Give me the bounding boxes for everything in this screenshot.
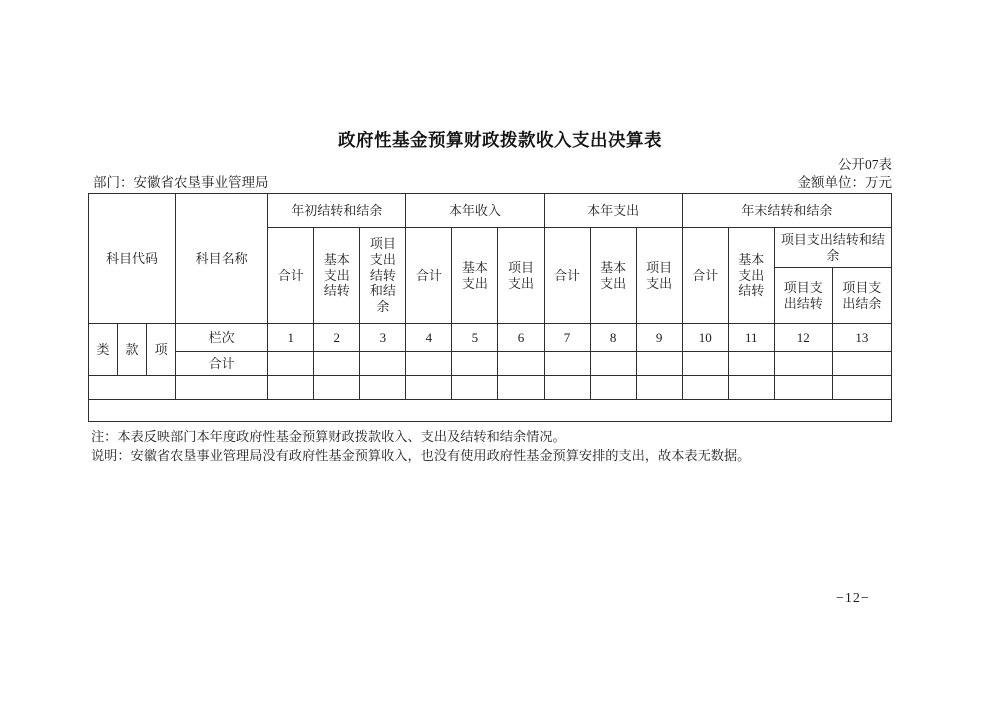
col-header-income-project: 项目支出 (498, 228, 544, 324)
col-header-expenditure-basic: 基本支出 (590, 228, 636, 324)
full-width-empty-cell (89, 400, 892, 422)
empty-data-cell (832, 376, 891, 400)
data-cell (406, 352, 452, 376)
department-label: 部门：安徽省农垦事业管理局 (93, 175, 269, 190)
table-remark: 说明：安徽省农垦事业管理局没有政府性基金预算收入，也没有使用政府性基金预算安排的支出，故本表无数据。 (91, 448, 751, 463)
page-number: −12− (836, 591, 870, 606)
empty-data-cell (268, 376, 314, 400)
col-header-yearend-total: 合计 (682, 228, 728, 324)
empty-name-cell (176, 376, 268, 400)
budget-table (88, 193, 892, 422)
group-header-opening-balance: 年初结转和结余 (268, 194, 406, 228)
col-header-expenditure-project: 项目支出 (636, 228, 682, 324)
empty-data-cell (774, 376, 832, 400)
column-number-cell: 13 (832, 324, 891, 352)
code-col-class: 类 (89, 324, 118, 376)
col-header-yearend-project-carryforward: 项目支出结转 (774, 268, 832, 324)
data-cell (774, 352, 832, 376)
code-col-section: 款 (118, 324, 147, 376)
header-group-row (89, 194, 892, 228)
empty-data-cell (452, 376, 498, 400)
column-number-cell: 10 (682, 324, 728, 352)
empty-data-cell (682, 376, 728, 400)
empty-data-cell (498, 376, 544, 400)
empty-data-cell (590, 376, 636, 400)
header-subject-name: 科目名称 (176, 194, 268, 324)
footer-spacer-row (89, 400, 892, 422)
data-cell (832, 352, 891, 376)
column-number-cell: 1 (268, 324, 314, 352)
column-number-cell: 5 (452, 324, 498, 352)
header-subject-code: 科目代码 (89, 194, 176, 324)
table-note: 注：本表反映部门本年度政府性基金预算财政拨款收入、支出及结转和结余情况。 (91, 429, 566, 444)
data-cell (636, 352, 682, 376)
group-header-current-income: 本年收入 (406, 194, 544, 228)
data-cell (360, 352, 406, 376)
data-cell (682, 352, 728, 376)
column-number-cell: 2 (314, 324, 360, 352)
data-cell (314, 352, 360, 376)
data-cell (728, 352, 774, 376)
data-cell (452, 352, 498, 376)
empty-data-cell (636, 376, 682, 400)
col-header-opening-project-carryover: 项目支出结转和结余 (360, 228, 406, 324)
column-number-cell: 8 (590, 324, 636, 352)
col-header-income-total: 合计 (406, 228, 452, 324)
col-header-yearend-project-surplus: 项目支出结余 (832, 268, 891, 324)
column-number-row (89, 324, 892, 352)
column-number-cell: 9 (636, 324, 682, 352)
col-header-yearend-basic-carryover: 基本支出结转 (728, 228, 774, 324)
empty-data-row (89, 376, 892, 400)
column-number-cell: 11 (728, 324, 774, 352)
data-cell (498, 352, 544, 376)
col-header-income-basic: 基本支出 (452, 228, 498, 324)
empty-data-cell (544, 376, 590, 400)
empty-data-cell (360, 376, 406, 400)
data-cell (268, 352, 314, 376)
empty-data-cell (728, 376, 774, 400)
total-row (89, 352, 892, 376)
table-number-label: 公开07表 (838, 157, 892, 172)
empty-code-cell (89, 376, 176, 400)
column-number-cell: 4 (406, 324, 452, 352)
group-header-current-expenditure: 本年支出 (544, 194, 682, 228)
column-number-cell: 12 (774, 324, 832, 352)
empty-data-cell (406, 376, 452, 400)
column-number-cell: 7 (544, 324, 590, 352)
col-header-expenditure-total: 合计 (544, 228, 590, 324)
page-title: 政府性基金预算财政拨款收入支出决算表 (338, 130, 662, 150)
empty-data-cell (314, 376, 360, 400)
column-index-label: 栏次 (176, 324, 268, 352)
col-header-opening-basic-carryover: 基本支出结转 (314, 228, 360, 324)
code-col-item: 项 (147, 324, 176, 376)
total-row-label: 合计 (176, 352, 268, 376)
subgroup-header-yearend-project-carryover: 项目支出结转和结余 (774, 228, 891, 268)
amount-unit-label: 金额单位：万元 (797, 175, 892, 190)
data-cell (590, 352, 636, 376)
col-header-opening-total: 合计 (268, 228, 314, 324)
column-number-cell: 3 (360, 324, 406, 352)
data-cell (544, 352, 590, 376)
column-number-cell: 6 (498, 324, 544, 352)
group-header-yearend-balance: 年末结转和结余 (682, 194, 891, 228)
